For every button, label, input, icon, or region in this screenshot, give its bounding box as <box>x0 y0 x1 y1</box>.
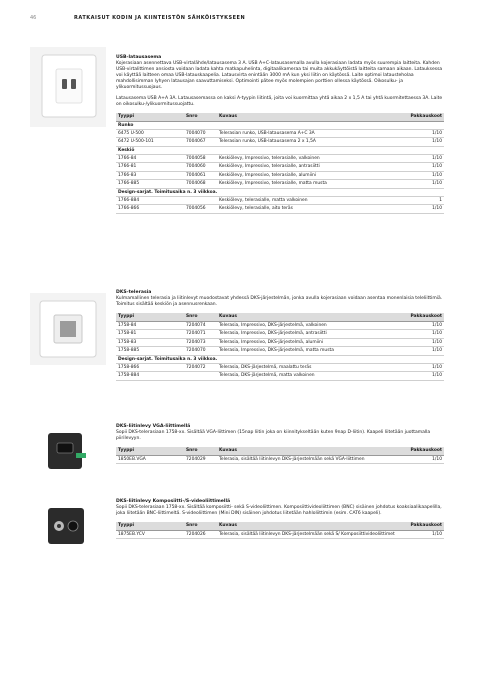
table-row <box>116 330 444 339</box>
section-dks-vga <box>116 424 444 464</box>
cell-desc: Telerasia, sisältää liitinlevyn DKS-järjestelmään sekä VGA-liittimen <box>217 455 403 464</box>
cell-desc: Telerasia, Impressivo, DKS-järjestelmä, alumiini <box>217 338 403 347</box>
table-row <box>116 180 444 189</box>
column-header-desc: Kuvaus <box>217 113 403 121</box>
column-header-type: Tyyppi <box>116 313 184 321</box>
product-table <box>116 113 444 214</box>
cell-code <box>184 372 217 381</box>
cell-type: 1758-81 <box>116 330 184 339</box>
cell-pack: 1/10 <box>403 455 444 464</box>
cell-type: 1850EB.VGA <box>116 455 184 464</box>
cell-type: 1758-885 <box>116 347 184 356</box>
table-row <box>116 338 444 347</box>
cell-desc: Telerasia, DKS-järjestelmä, matta valkoinen <box>217 372 403 381</box>
cell-pack: 1/10 <box>403 171 444 180</box>
cell-code: 7004058 <box>184 154 217 163</box>
cell-pack: 1/10 <box>403 129 444 138</box>
column-header-pack: Pakkauskoot <box>403 113 444 121</box>
section-usb-latausasema <box>116 55 444 214</box>
cell-desc: Keskiölevy, telerasialle, matta valkoinen <box>217 196 403 205</box>
table-group-row <box>116 188 444 196</box>
cell-code: 7204074 <box>184 321 217 330</box>
cell-code: 7204072 <box>184 363 217 372</box>
table-header-row <box>116 113 444 121</box>
cell-desc: Keskiölevy, Impressivo, telerasialle, matta musta <box>217 180 403 189</box>
table-group-row <box>116 146 444 154</box>
cell-code: 7204029 <box>184 455 217 464</box>
cell-pack: 1/10 <box>403 330 444 339</box>
product-table <box>116 447 444 464</box>
column-header-code: Snro <box>184 113 217 121</box>
column-header-desc: Kuvaus <box>217 447 403 455</box>
column-header-desc: Kuvaus <box>217 522 403 530</box>
section-title: DKS-liitinlevy VGA-liittimellä <box>116 424 191 429</box>
cell-desc: Keskiölevy, Impressivo, telerasialle, valkoinen <box>217 154 403 163</box>
table-group-row <box>116 355 444 363</box>
cell-desc: Keskiölevy, telerasialle, aito teräs <box>217 205 403 214</box>
column-header-pack: Pakkauskoot <box>403 522 444 530</box>
section-dks-composite <box>116 499 444 539</box>
cell-code <box>184 196 217 205</box>
group-label: Design-sarjat. Toimitusaika n. 3 viikkoa. <box>116 188 444 196</box>
page-header <box>30 13 245 23</box>
cell-type: 1766-885 <box>116 180 184 189</box>
cell-type: 1766-866 <box>116 205 184 214</box>
cell-type: 6475 U-500 <box>116 129 184 138</box>
cell-code: 7204071 <box>184 330 217 339</box>
cell-type: 1766-81 <box>116 163 184 172</box>
table-row <box>116 205 444 214</box>
table-header-row <box>116 522 444 530</box>
page-number: 46 <box>30 15 37 21</box>
cell-desc: Keskiölevy, Impressivo, telerasialle, alumiini <box>217 171 403 180</box>
table-header-row <box>116 313 444 321</box>
section-title: USB-latausasema <box>116 55 162 60</box>
section-dks-telerasia <box>116 290 444 381</box>
cell-desc: Telerasia, Impressivo, DKS-järjestelmä, valkoinen <box>217 321 403 330</box>
cell-type: 1875EB.YCV <box>116 530 184 539</box>
column-header-code: Snro <box>184 313 217 321</box>
column-header-code: Snro <box>184 447 217 455</box>
cell-code: 7004061 <box>184 171 217 180</box>
cell-desc: Telerasia, sisältää liitinlevyn DKS-järjestelmään sekä S/ Komposiittivideoliittimet <box>217 530 403 539</box>
table-row <box>116 154 444 163</box>
table-group-row <box>116 121 444 129</box>
cell-pack: 1 <box>403 196 444 205</box>
page-title: RATKAISUT KODIN JA KIINTEISTÖN SÄHKÖISTYKSEEN <box>74 15 246 21</box>
section-paragraph: Sopii DKS-telerasiaan 1758-xx. Sisältää komposiitti- sekä S-videoliittimen. Komposiittivideoliittimen (BNC) sisäinen johdotus koaksiaalikaapelilla, joka liitetään BNC-liittimeltä. S-videoliittimen (Mini DIN) sisäinen johdotus liitetään hahloliittimin (esim. CAT6 kaapeli). <box>116 505 442 516</box>
column-header-code: Snro <box>184 522 217 530</box>
cell-type: 1766-884 <box>116 196 184 205</box>
table-header-row <box>116 447 444 455</box>
section-title: DKS-liitinlevy Komposiitti-/S-videoliittimellä <box>116 499 231 504</box>
cell-pack: 1/10 <box>403 347 444 356</box>
column-header-pack: Pakkauskoot <box>403 313 444 321</box>
table-row <box>116 347 444 356</box>
column-header-desc: Kuvaus <box>217 313 403 321</box>
cell-pack: 1/10 <box>403 372 444 381</box>
cell-pack: 1/10 <box>403 338 444 347</box>
cell-type: 1758-866 <box>116 363 184 372</box>
table-row <box>116 138 444 147</box>
table-row <box>116 171 444 180</box>
cell-desc: Keskiölevy, Impressivo, telerasialle, antrasiitti <box>217 163 403 172</box>
cell-pack: 1/10 <box>403 154 444 163</box>
cell-code: 7004067 <box>184 138 217 147</box>
column-header-type: Tyyppi <box>116 522 184 530</box>
group-label: Runko <box>116 121 444 129</box>
table-row <box>116 129 444 138</box>
cell-type: 1758-83 <box>116 338 184 347</box>
usb-charger-image <box>30 47 106 127</box>
table-row <box>116 163 444 172</box>
cell-pack: 1/10 <box>403 530 444 539</box>
group-label: Keskiö <box>116 146 444 154</box>
cell-desc: Telerasia, Impressivo, DKS-järjestelmä, matta musta <box>217 347 403 356</box>
cell-pack: 1/10 <box>403 180 444 189</box>
section-title: DKS-telerasia <box>116 290 152 295</box>
cell-type: 6472 U-500-101 <box>116 138 184 147</box>
cell-code: 7004068 <box>184 180 217 189</box>
group-label: Design-sarjat. Toimitusaika n. 3 viikkoa. <box>116 355 444 363</box>
section-paragraph: Latausasema USB A+A 3A. Latausasemassa on kaksi A-tyypin liitintä, joita voi kuormittaa yhtä aikaa 2 x 1,5 A tai yhtä kuormitettaessa 3A. Laite on oikosulku-/ylikuormitussuojattu. <box>116 96 443 107</box>
cell-desc: Telerasia, Impressivo, DKS-järjestelmä, antrasiitti <box>217 330 403 339</box>
cell-code: 7204073 <box>184 338 217 347</box>
cell-pack: 1/10 <box>403 321 444 330</box>
cell-type: 1758-84 <box>116 321 184 330</box>
column-header-type: Tyyppi <box>116 447 184 455</box>
section-paragraph: Kojerasiaan asennettava USB-virtalähde/latausasema 3 A. USB A+C-latausasemalla avulla kojerasiaan ladata myös suurempia laitteita. Kahden USB-virtalittimen ansiosta voidaan ladata kahta matkapuhelinta, digitaalikameraa tai muita akkukäyttöistä laitteita samaan aikaan. Latauksessa voi käyttää laitteen omaa USB-latauskaapelia. Latausvirta enintään 3000 mA kun yksi liitin on käytössä. Laite optimoi latausteholaa mahdollisimman lyhyen latausajan saavuttamiseksi. Optimointi pätee myös molempien porttien ollessa käytössä. Oikosulku- ja ylikuormitussuojaus. <box>116 61 443 90</box>
cell-pack: 1/10 <box>403 163 444 172</box>
table-row <box>116 321 444 330</box>
cell-code: 7004060 <box>184 163 217 172</box>
cell-code: 7204026 <box>184 530 217 539</box>
table-row <box>116 372 444 381</box>
cell-type: 1766-84 <box>116 154 184 163</box>
cell-pack: 1/10 <box>403 363 444 372</box>
section-paragraph: Sopii DKS-telerasiaan 1758-xx. Sisältää VGA-liittimen (15nap liitin joka on kiinnitykseltään kuten 9nap D-liitin). Kaapeli liitetään juottamalla piirilevyyn. <box>116 430 431 441</box>
cell-code: 7004056 <box>184 205 217 214</box>
product-table <box>116 522 444 539</box>
section-paragraph: Kulmamallinen telerasia ja liitinlevyt muodostavat yhdessä DKS-järjestelmän, jonka avulla kojerasiaan voidaan asentaa monenlaisia teleliittimiä. Toimitus sisältää keskiön ja asennusrenkaan. <box>116 296 443 307</box>
cell-pack: 1/10 <box>403 138 444 147</box>
column-header-type: Tyyppi <box>116 113 184 121</box>
column-header-pack: Pakkauskoot <box>403 447 444 455</box>
product-table <box>116 313 444 381</box>
cell-pack: 1/10 <box>403 205 444 214</box>
table-row <box>116 196 444 205</box>
composite-svideo-plate-image <box>30 500 106 552</box>
table-row <box>116 530 444 539</box>
cell-code: 7004070 <box>184 129 217 138</box>
table-row <box>116 455 444 464</box>
cell-type: 1766-83 <box>116 171 184 180</box>
dks-telerasia-image <box>30 293 106 365</box>
cell-desc: Telerasia, DKS-järjestelmä, maalattu teräs <box>217 363 403 372</box>
cell-desc: Telerasian runko, USB-latausasema A+C 3A <box>217 129 403 138</box>
cell-type: 1758-884 <box>116 372 184 381</box>
vga-plate-image <box>30 425 106 477</box>
cell-desc: Telerasian runko, USB-latausasema 2 x 1,5A <box>217 138 403 147</box>
cell-code: 7204070 <box>184 347 217 356</box>
table-row <box>116 363 444 372</box>
